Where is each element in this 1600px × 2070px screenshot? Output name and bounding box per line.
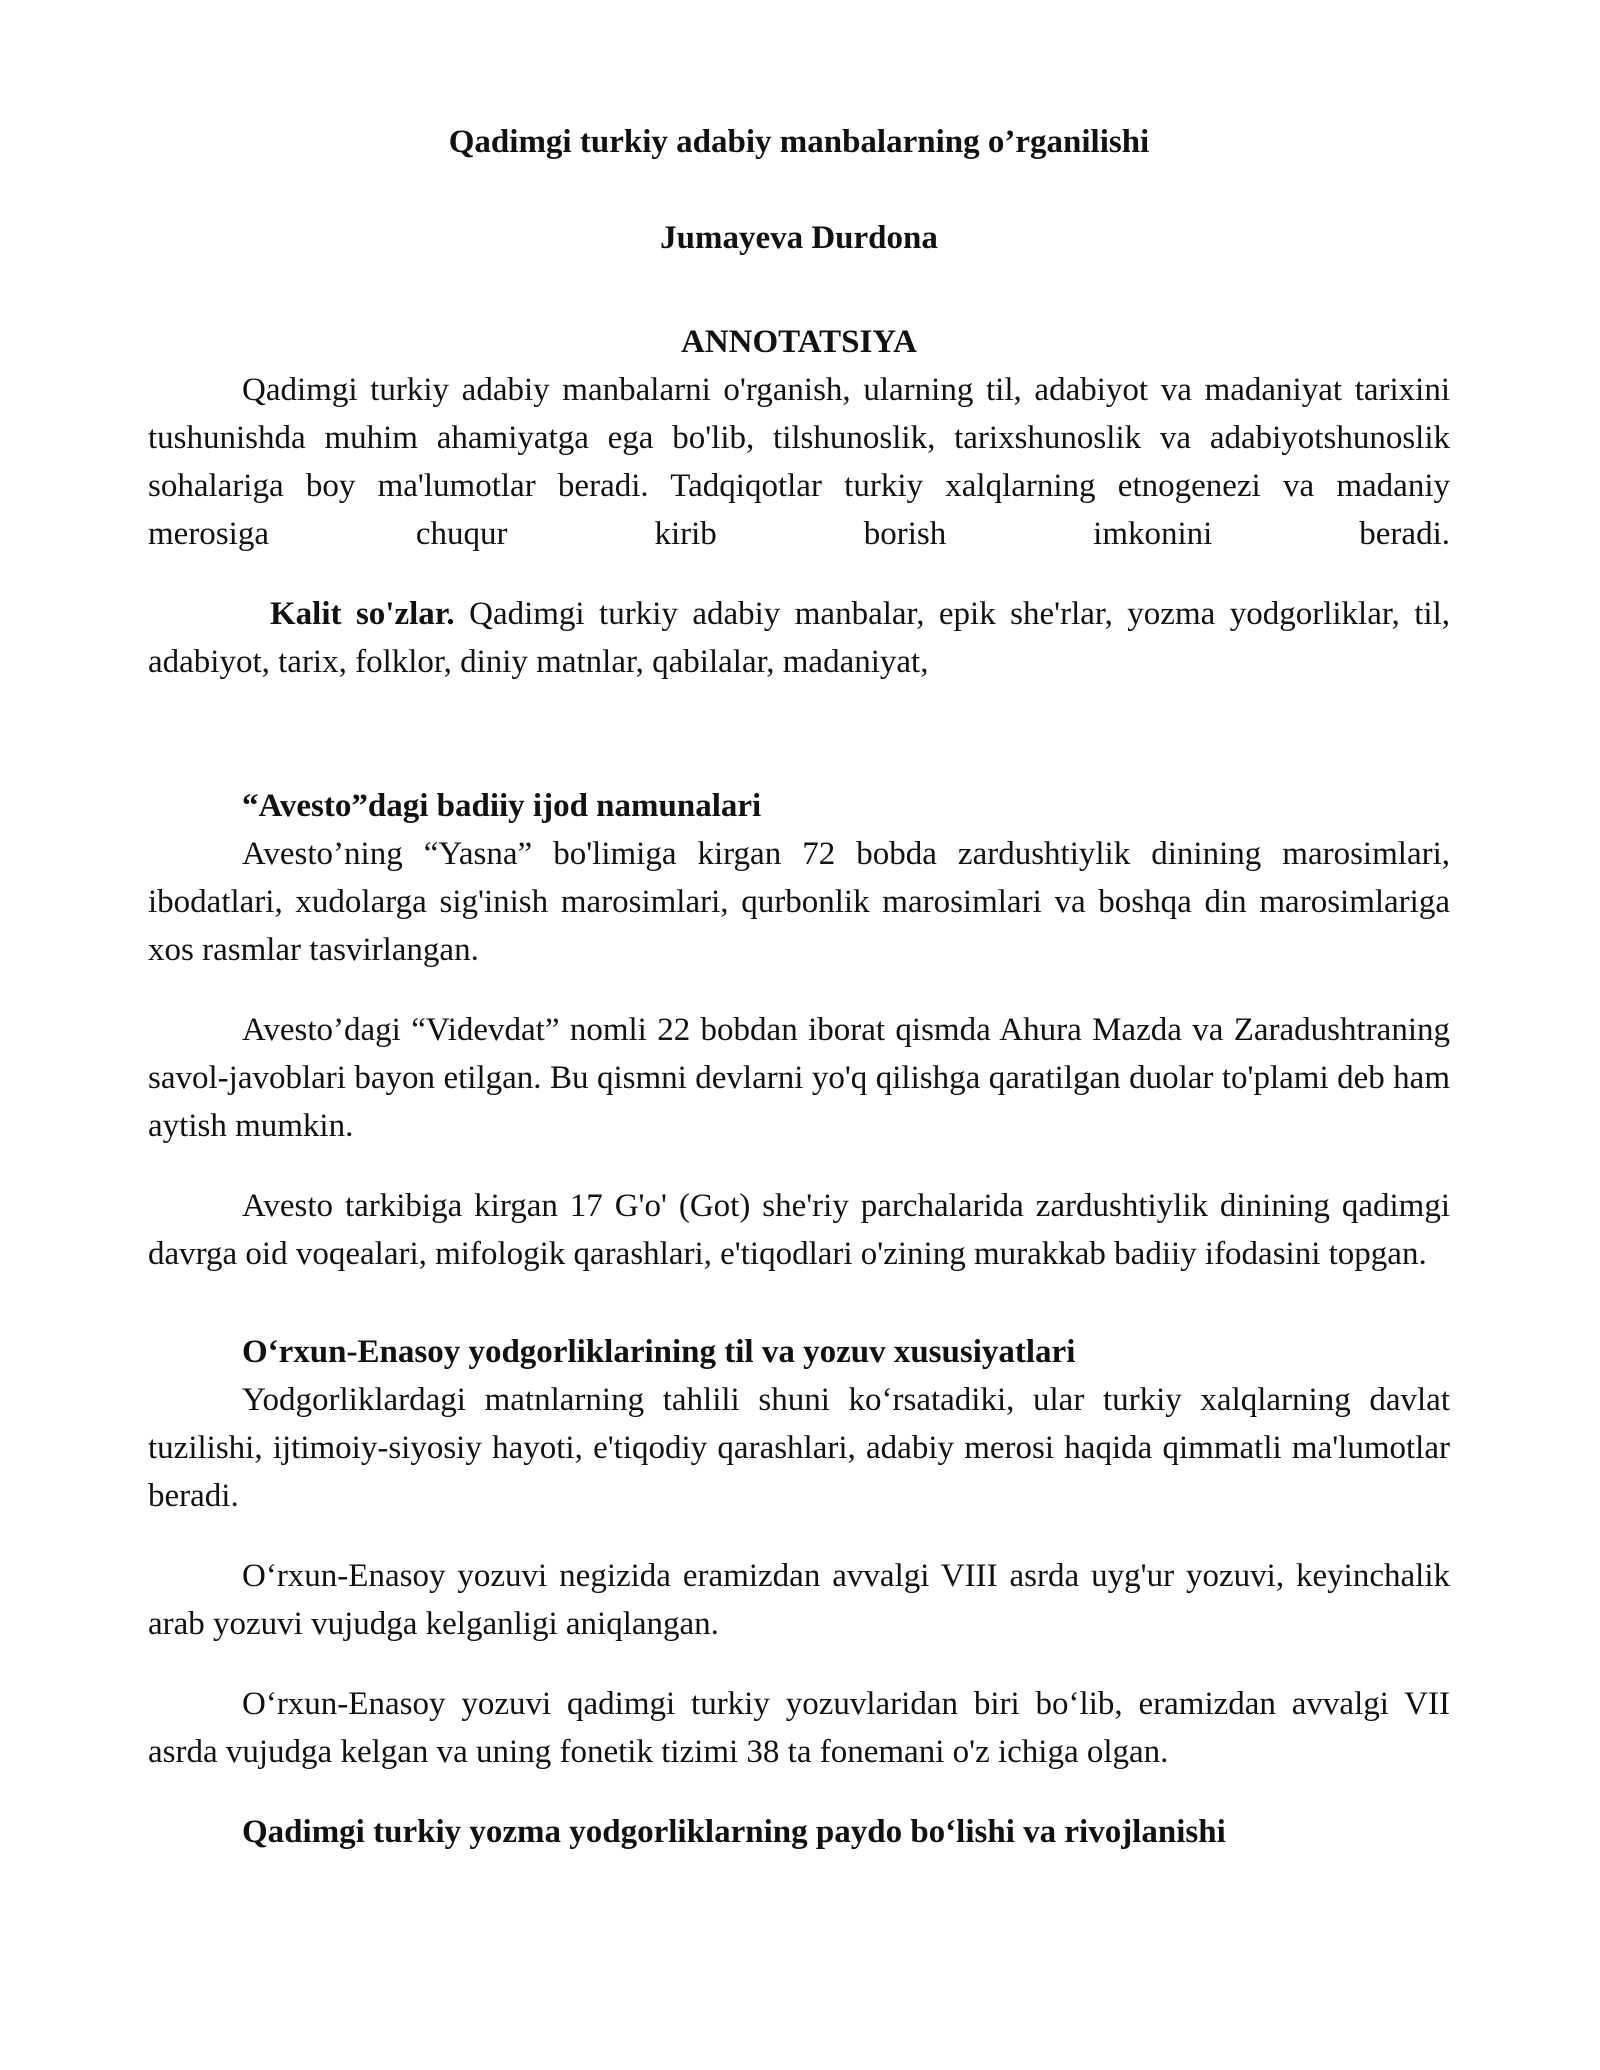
- spacer: [148, 1520, 1450, 1552]
- section-paragraph: Avesto’ning “Yasna” bo'limiga kirgan 72 bobda zardushtiylik dinining marosimlari, ibodatlari, xudolarga sig'inish marosimlari, qurbonlik marosimlari va boshqa din marosimlariga xos rasmlar tasvirlangan.: [148, 836, 1450, 968]
- document-page: [148, 118, 1450, 1856]
- keywords-label: Kalit so'zlar.: [270, 596, 455, 632]
- spacer: [148, 1776, 1450, 1808]
- keywords-paragraph: [148, 590, 1450, 686]
- spacer: [148, 974, 1450, 1006]
- spacer: [148, 1150, 1450, 1182]
- annotation-paragraph: Qadimgi turkiy adabiy manbalarni o'rganish, ularning til, adabiyot va madaniyat tarixini tushunishda muhim ahamiyatga ega bo'lib, tilshunoslik, tarixshunoslik va adabiyotshunoslik sohalariga boy ma'lumotlar beradi. Tadqiqotlar turkiy xalqlarning etnogenezi va madaniy merosiga chuqur kirib borish imkonini beradi.: [148, 372, 1450, 552]
- spacer: [148, 558, 1450, 590]
- spacer: [148, 1648, 1450, 1680]
- section-paragraph: O‘rxun-Enasoy yozuvi qadimgi turkiy yozuvlaridan biri bo‘lib, eramizdan avvalgi VII asrda vujudga kelgan va uning fonetik tizimi 38 ta fonemani o'z ichiga olgan.: [148, 1686, 1450, 1770]
- spacer: [148, 1278, 1450, 1328]
- keywords-text: Qadimgi turkiy adabiy manbalar, epik she'rlar, yozma yodgorliklar, til, adabiyot, tarix, folklor, diniy matnlar, qabilalar, madaniyat,: [148, 596, 1450, 680]
- section-heading-avesto: “Avesto”dagi badiiy ijod namunalari: [242, 788, 762, 824]
- section-paragraph: Avesto’dagi “Videvdat” nomli 22 bobdan iborat qismda Ahura Mazda va Zaradushtraning savol-javoblari bayon etilgan. Bu qismni devlarni yo'q qilishga qaratilgan duolar to'plami deb ham aytish mumkin.: [148, 1012, 1450, 1144]
- spacer: [148, 686, 1450, 782]
- document-title: Qadimgi turkiy adabiy manbalarning o’rganilishi: [448, 124, 1150, 160]
- section-paragraph: Yodgorliklardagi matnlarning tahlili shuni ko‘rsatadiki, ular turkiy xalqlarning davlat tuzilishi, ijtimoiy-siyosiy hayoti, e'tiqodiy qarashlari, adabiy merosi haqida qimmatli ma'lumotlar beradi.: [148, 1382, 1450, 1514]
- annotation-heading: ANNOTATSIYA: [681, 324, 917, 360]
- document-author: Jumayeva Durdona: [660, 220, 938, 256]
- section-paragraph: O‘rxun-Enasoy yozuvi negizida eramizdan avvalgi VIII asrda uyg'ur yozuvi, keyinchalik arab yozuvi vujudga kelganligi aniqlangan.: [148, 1558, 1450, 1642]
- section-heading-yozma: Qadimgi turkiy yozma yodgorliklarning paydo bo‘lishi va rivojlanishi: [242, 1814, 1226, 1850]
- section-paragraph: Avesto tarkibiga kirgan 17 G'o' (Got) she'riy parchalarida zardushtiylik dinining qadimgi davrga oid voqealari, mifologik qarashlari, e'tiqodlari o'zining murakkab badiiy ifodasini topgan.: [148, 1188, 1450, 1272]
- section-heading-orxun: O‘rxun-Enasoy yodgorliklarining til va yozuv xususiyatlari: [242, 1334, 1076, 1370]
